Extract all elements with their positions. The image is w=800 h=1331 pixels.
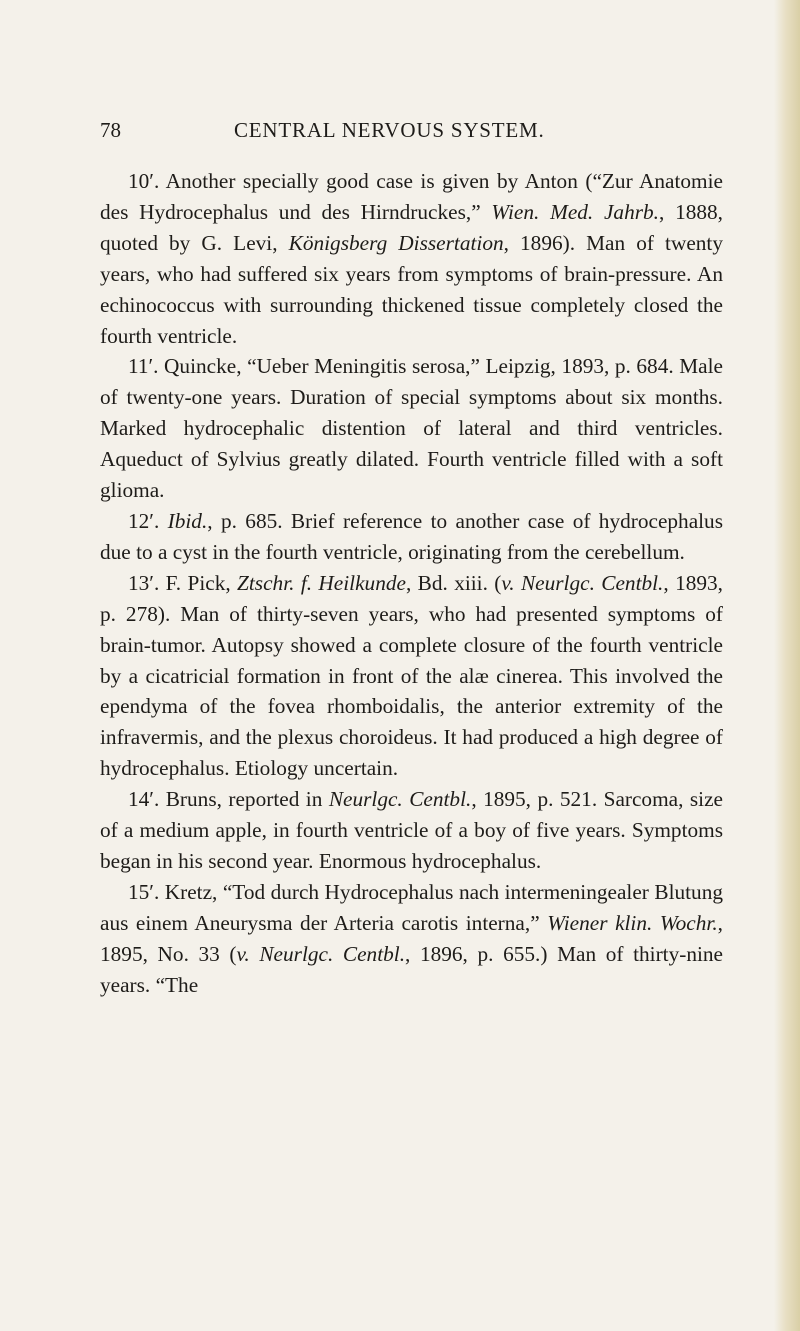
page-header (100, 118, 723, 148)
entry-number: 12′. (128, 508, 160, 533)
citation-title: Königsberg Dissertation (288, 230, 504, 255)
citation-title: Wiener klin. Wochr. (547, 910, 718, 935)
entry-text: , 1896, p. 655.) Man of thirty-nine years. “The (100, 941, 723, 997)
citation-title: Ztschr. f. Heilkunde (237, 570, 406, 595)
citation-title: Wien. Med. Jahrb. (491, 199, 659, 224)
entry-number: 13′. (128, 570, 160, 595)
body-text (100, 166, 723, 1000)
entry-text: F. Pick, (159, 570, 238, 595)
page-number: 78 (100, 118, 121, 142)
running-title: CENTRAL NERVOUS SYSTEM. (234, 118, 545, 142)
entry-text: , 1896). Man of twenty years, who had suffered six years from symptoms of brain-pressure. An echinococcus with surrounding thickened tissue completely closed the fourth ventricle. (100, 230, 723, 348)
citation-title: v. Neurlgc. Centbl. (236, 941, 406, 966)
entry-text: , Bd. xiii. ( (405, 570, 502, 595)
entry-13 (100, 568, 723, 784)
entry-text: , 1895, No. 33 ( (100, 910, 723, 966)
entry-number: 11′. (128, 354, 159, 379)
entry-text: , 1895, p. 521. Sarcoma, size of a medium apple, in fourth ventricle of a boy of five years. Symptoms began in his second year. Enormous hydrocephalus. (100, 787, 723, 873)
entry-text: Bruns, reported in (159, 787, 329, 812)
citation-title: Neurlgc. Centbl. (328, 787, 472, 812)
entry-number: 14′. (128, 787, 160, 812)
citation-title: Ibid. (167, 508, 208, 533)
entry-11 (100, 351, 723, 506)
entry-text: , 1888, quoted by G. Levi, (100, 199, 723, 255)
entry-text: Quincke, “Ueber Meningitis serosa,” Leipzig, 1893, p. 684. Male of twenty-one years. Duration of special symptoms about six months. Marked hydrocephalic distention of lateral and third ventricles. Aqueduct of Sylvius greatly dilated. Fourth ventricle filled with a soft glioma. (100, 354, 723, 503)
entry-text: , p. 685. Brief reference to another case of hydrocephalus due to a cyst in the fourth ventricle, originating from the cerebellum. (100, 508, 723, 564)
entry-number: 10′. (128, 169, 160, 193)
entry-text: Another specially good case is given by Anton (“Zur Anatomie des Hydrocephalus und des Hirndruckes,” (100, 169, 723, 224)
entry-text: , 1893, p. 278). Man of thirty-seven years, who had presented symptoms of brain-tumor. Autopsy showed a complete closure of the fourth ventricle by a cicatricial formation in front of the alæ cinerea. This involved the ependyma of the fovea rhomboidalis, the anterior extremity of the infravermis, and the plexus choroideus. It had produced a high degree of hydrocephalus. Etiology uncertain. (100, 570, 723, 781)
entry-text: Kretz, “Tod durch Hydrocephalus nach intermeningealer Blutung aus einem Aneurysma der Arteria carotis interna,” (100, 879, 723, 935)
citation-title: v. Neurlgc. Centbl. (501, 570, 664, 595)
entry-15 (100, 877, 723, 1001)
entry-12 (100, 506, 723, 568)
entry-text (159, 509, 167, 533)
page-edge-shading (774, 0, 800, 1331)
entry-14 (100, 784, 723, 877)
entry-10 (100, 166, 723, 351)
entry-number: 15′. (128, 879, 160, 904)
